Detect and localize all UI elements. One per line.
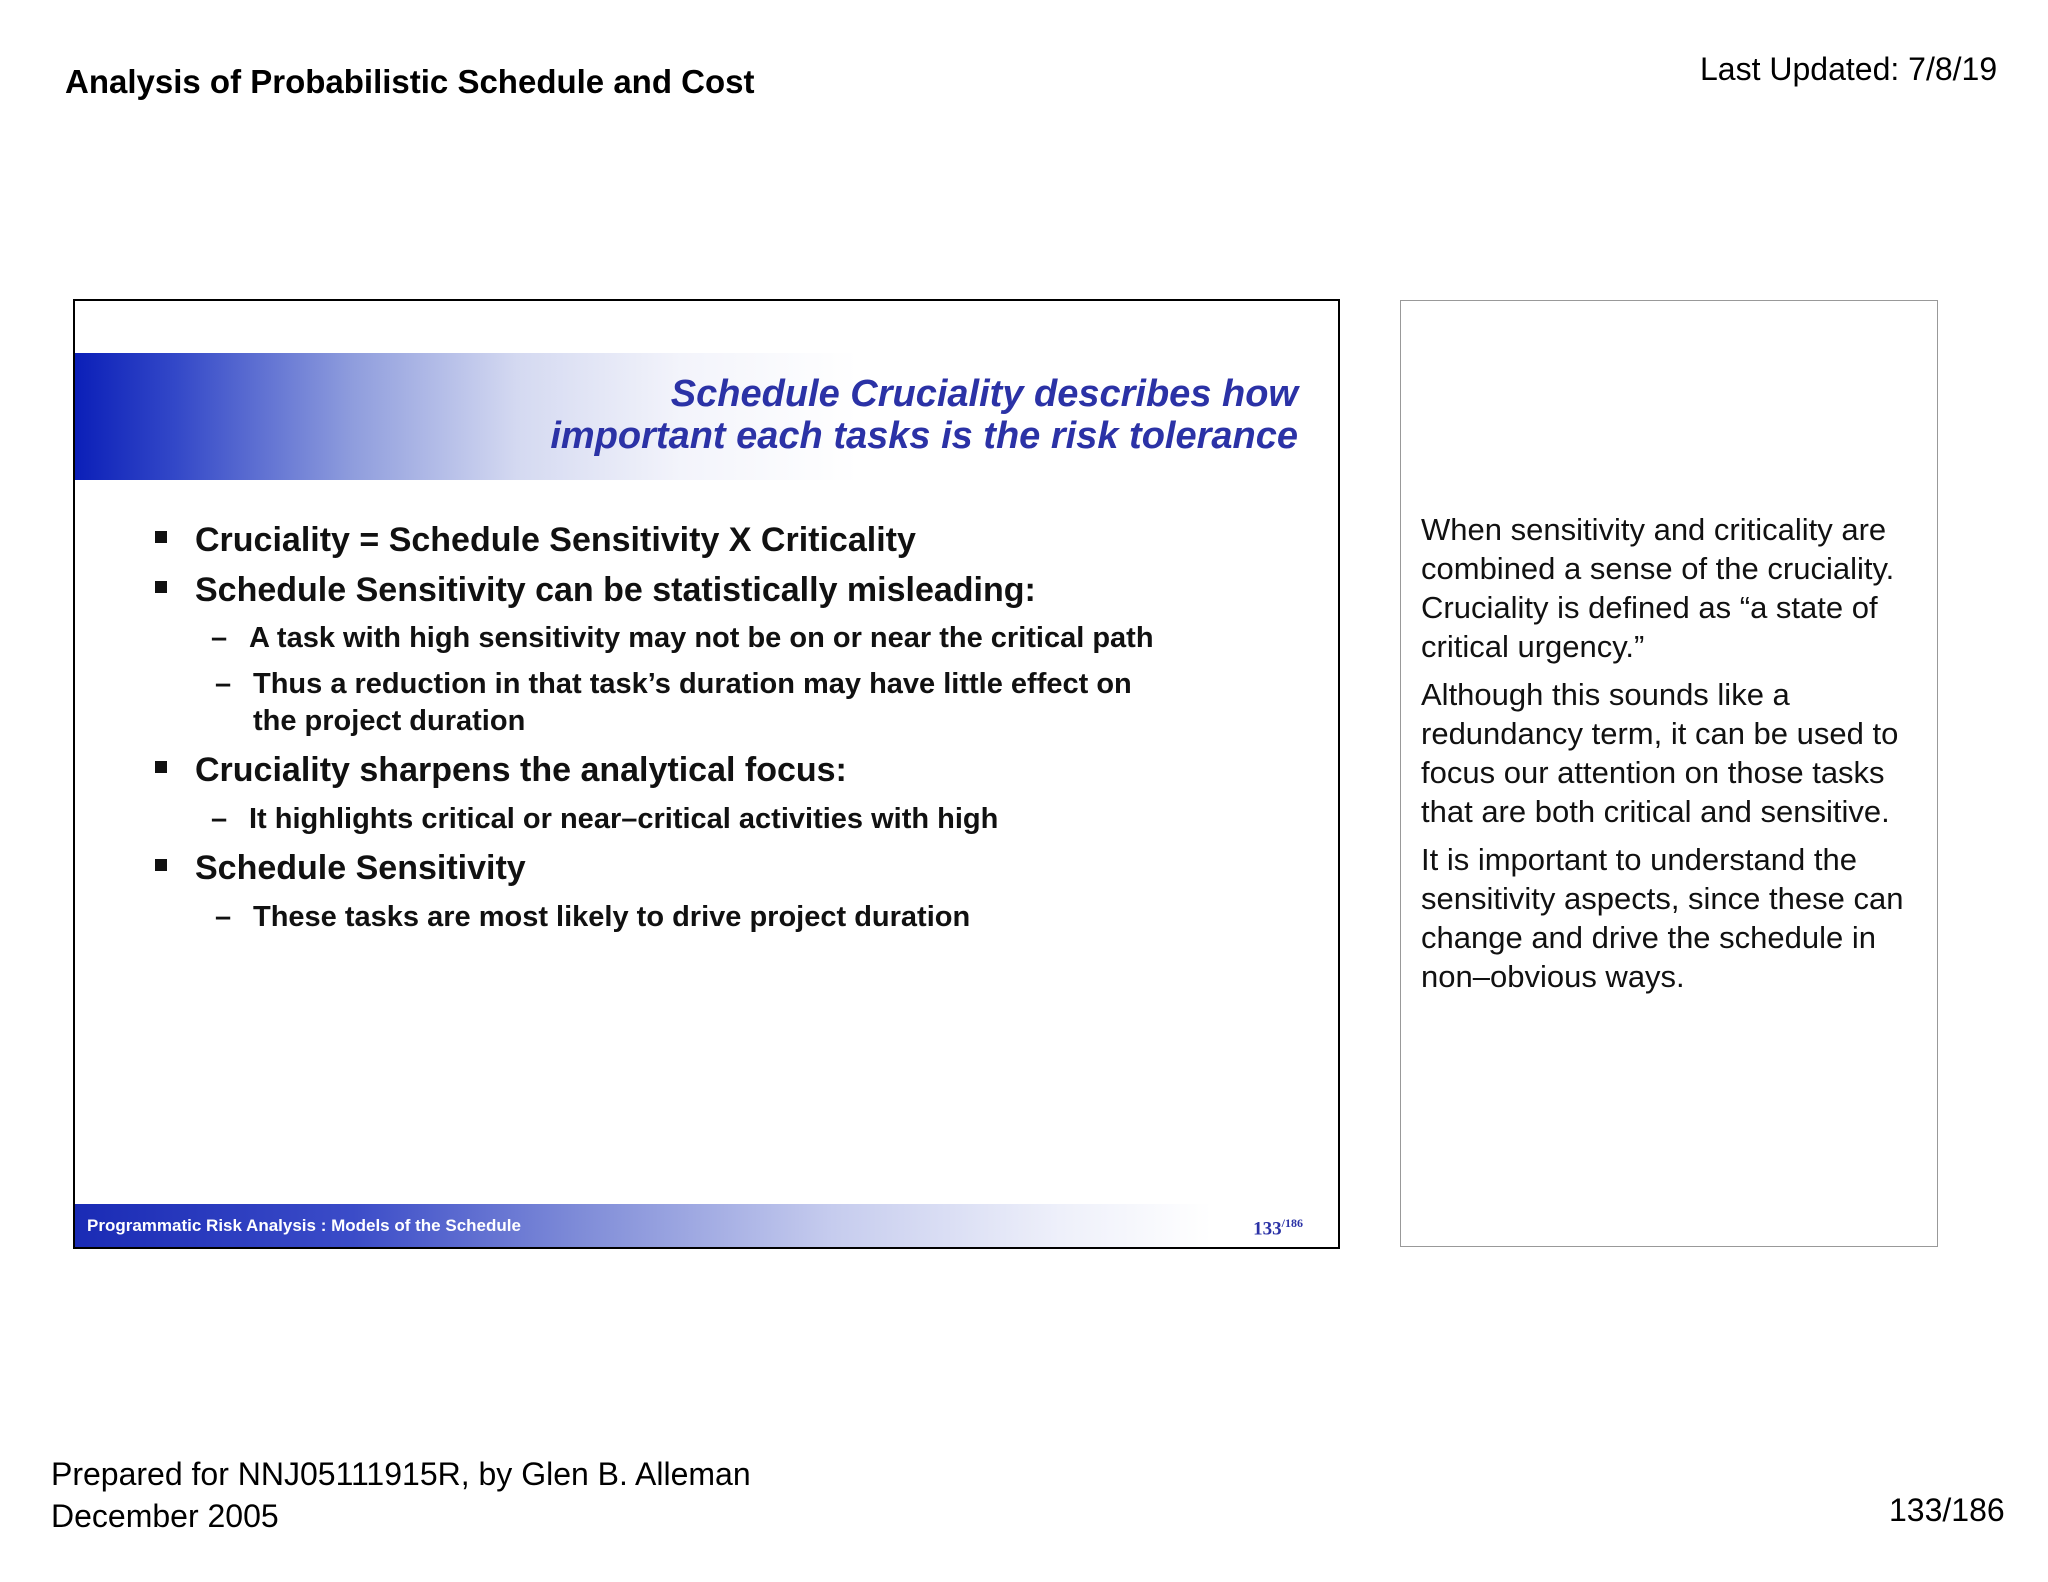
sub-bullet-item xyxy=(215,666,1132,740)
slide-title-line-1: Schedule Cruciality describes how xyxy=(670,373,1298,415)
square-bullet-icon xyxy=(155,859,167,871)
square-bullet-icon xyxy=(155,581,167,593)
prepared-line-1: Prepared for NNJ05111915R, by Glen B. Alleman xyxy=(51,1456,751,1492)
dash-bullet-icon: – xyxy=(211,803,228,835)
sub-bullet-text: A task with high sensitivity may not be on or near the critical path xyxy=(249,622,1154,654)
sub-bullet-continuation: the project duration xyxy=(253,705,526,737)
slide-title-line-2: important each tasks is the risk tolerance xyxy=(550,415,1298,457)
bullet-text: Schedule Sensitivity xyxy=(195,849,526,887)
sub-bullet-item xyxy=(215,899,971,936)
sub-bullet-text: These tasks are most likely to drive project duration xyxy=(253,901,971,933)
bullet-item xyxy=(195,751,847,790)
slide-title xyxy=(550,373,1298,457)
prepared-line-2: December 2005 xyxy=(51,1498,279,1534)
bullet-text: Cruciality sharpens the analytical focus: xyxy=(195,751,847,789)
slide-footer-band xyxy=(75,1204,1338,1247)
bullet-item xyxy=(195,521,916,560)
prepared-by xyxy=(51,1453,751,1537)
square-bullet-icon xyxy=(155,531,167,543)
last-updated-date: Last Updated: 7/8/19 xyxy=(1700,51,1998,87)
document-title: Analysis of Probabilistic Schedule and Cost xyxy=(65,63,755,100)
slide-footer-label: Programmatic Risk Analysis : Models of the Schedule xyxy=(87,1216,521,1235)
dash-bullet-icon: – xyxy=(211,622,228,654)
dash-bullet-icon: – xyxy=(215,901,232,933)
bullet-item xyxy=(195,571,1036,610)
bullet-text: Schedule Sensitivity can be statistically misleading: xyxy=(195,571,1036,609)
sub-bullet-item xyxy=(211,801,999,838)
slide-page-number: $133^{/186}$ xyxy=(1253,1216,1303,1240)
dash-bullet-icon: – xyxy=(215,668,232,700)
sub-bullet-item xyxy=(211,620,1154,657)
sub-bullet-text: Thus a reduction in that task’s duration may have little effect on xyxy=(253,668,1132,700)
slide-image xyxy=(73,299,1340,1249)
square-bullet-icon xyxy=(155,761,167,773)
bullet-text: Cruciality = Schedule Sensitivity X Criticality xyxy=(195,521,916,559)
bullet-item xyxy=(195,849,526,888)
notes-paragraph: Although this sounds like a redundancy term, it can be used to focus our attention on those tasks that are both critical and sensitive. xyxy=(1421,677,1899,829)
slide-header-band xyxy=(75,353,1338,480)
notes-text xyxy=(1421,510,1921,1005)
sub-bullet-text: It highlights critical or near–critical activities with high xyxy=(249,803,999,835)
notes-panel xyxy=(1400,300,1938,1247)
notes-paragraph: It is important to understand the sensitivity aspects, since these can change and drive the schedule in non–obvious ways. xyxy=(1421,842,1904,994)
page-number: 133/186 xyxy=(1889,1492,2005,1528)
notes-paragraph: When sensitivity and criticality are combined a sense of the cruciality. Cruciality is defined as “a state of critical urgency.” xyxy=(1421,512,1895,664)
